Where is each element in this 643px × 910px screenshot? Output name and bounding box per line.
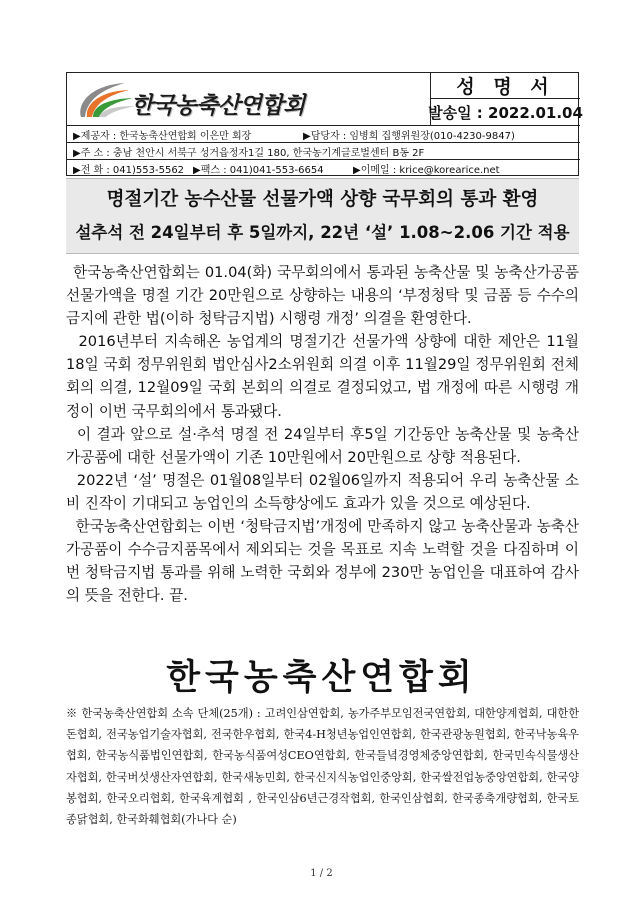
email-text: ▶이메일 : krice@korearice.net [353,165,500,176]
headline-subtitle: 설추석 전 24일부터 후 5일까지, 22년 ‘설’ 1.08~2.06 기간 적용 [75,223,570,242]
organization-logo [73,77,423,122]
page-number: 1 / 2 [310,868,333,879]
phone-text: ▶전 화 : 041)553-5562 [73,165,185,176]
header-table [66,72,583,176]
logo-text: 한국농축산연합회 [131,93,305,119]
headline-title: 명절기간 농수산물 선물가액 상향 국무회의 통과 환영 [106,189,539,210]
headline-box [66,178,579,254]
paragraph-4: 2022년 ‘설’ 명절은 01월08일부터 02월06일까지 적용되어 우리 농축산물 소비 진작이 기대되고 농업인의 소득향상에도 효과가 있을 것으로 예상된다. [66,471,579,512]
contact-row-address [67,143,580,160]
member-organizations-note: ※ 한국농축산연합회 소속 단체(25개) : 고려인삼연합회, 농가주부모임전국연합회, 대한양계협회, 대한한돈협회, 전국농업기술자협회, 전국한우협회, 한국4-H청년농업인연합회, 한국관광농원협회, 한국낙농육우협회, 한국농식품법인연합회, 한국농식품여성CEO연합회, 한국들녘경영체중앙연합회, 한국민속식물생산자협회, 한국버섯생산자연합회, 한국새농민회, 한국신지식농업인중앙회, 한국쌀전업농중앙연합회, 한국양봉협회, 한국오리협회, 한국육계협회 , 한국인삼6년근경작협회, 한국인삼협회, 한국종축개량협회, 한국토종닭협회, 한국화훼협회(가나다 순) [66,707,579,827]
send-date: 발송일 : 2022.01.04 [431,99,580,126]
address-text: ▶주 소 : 충남 천안시 서북구 성거읍정자1길 180, 한국농기계글로벌센터 B동 2F [73,147,425,159]
paragraph-3: 이 결과 앞으로 설·추석 명절 전 24일부터 후5일 기간동안 농축산물 및 농축산가공품에 대한 선물가액이 기존 10만원에서 20만원으로 상향 적용된다. [66,425,579,466]
fax-text: ▶팩스 : 041)041-553-6654 [193,165,324,176]
signature-organization: 한국농축산연합회 [166,658,477,698]
paragraph-1: 한국농축산연합회는 01.04(화) 국무회의에서 통과된 농축산물 및 농축산가공품 선물가액을 명절 기간 20만원으로 상향하는 내용의 ‘부정청탁 및 금품 등 수수의 금지에 관한 법(이하 청탁금지법) 시행령 개정’ 의결을 환영한다. [66,264,579,328]
contact-row-phone [67,160,580,177]
paragraph-5: 한국농축산연합회는 이번 ‘청탁금지법’개정에 만족하지 않고 농축산물과 농축산가공품이 수수금지품목에서 제외되는 것을 목표로 지속 노력할 것을 다짐하며 이번 청탁금지법 통과를 위해 노력한 국회와 정부에 230만 농업인을 대표하여 감사의 뜻을 전한다. 끝. [66,518,579,605]
logo-cell [67,73,431,126]
paragraph-2: 2016년부터 지속해온 농업계의 명절기간 선물가액 상향에 대한 제안은 11월 18일 국회 정무위원회 법안심사2소위원회 의결 이후 11월29일 정무위원회 전체회의 의결, 12월09일 국회 본회의 의결로 결정되었고, 법 개정에 따른 시행령 개정이 이번 국무회의에서 통과됐다. [66,333,584,420]
provider-text: ▶제공자 : 한국농축산연합회 이은만 회장 [73,130,252,142]
statement-body [66,261,584,607]
contact-row-provider [67,126,580,143]
document-type: 성 명 서 [431,73,580,99]
manager-text: ▶담당자 : 임병희 집행위원장(010-4230-9847) [303,130,515,142]
